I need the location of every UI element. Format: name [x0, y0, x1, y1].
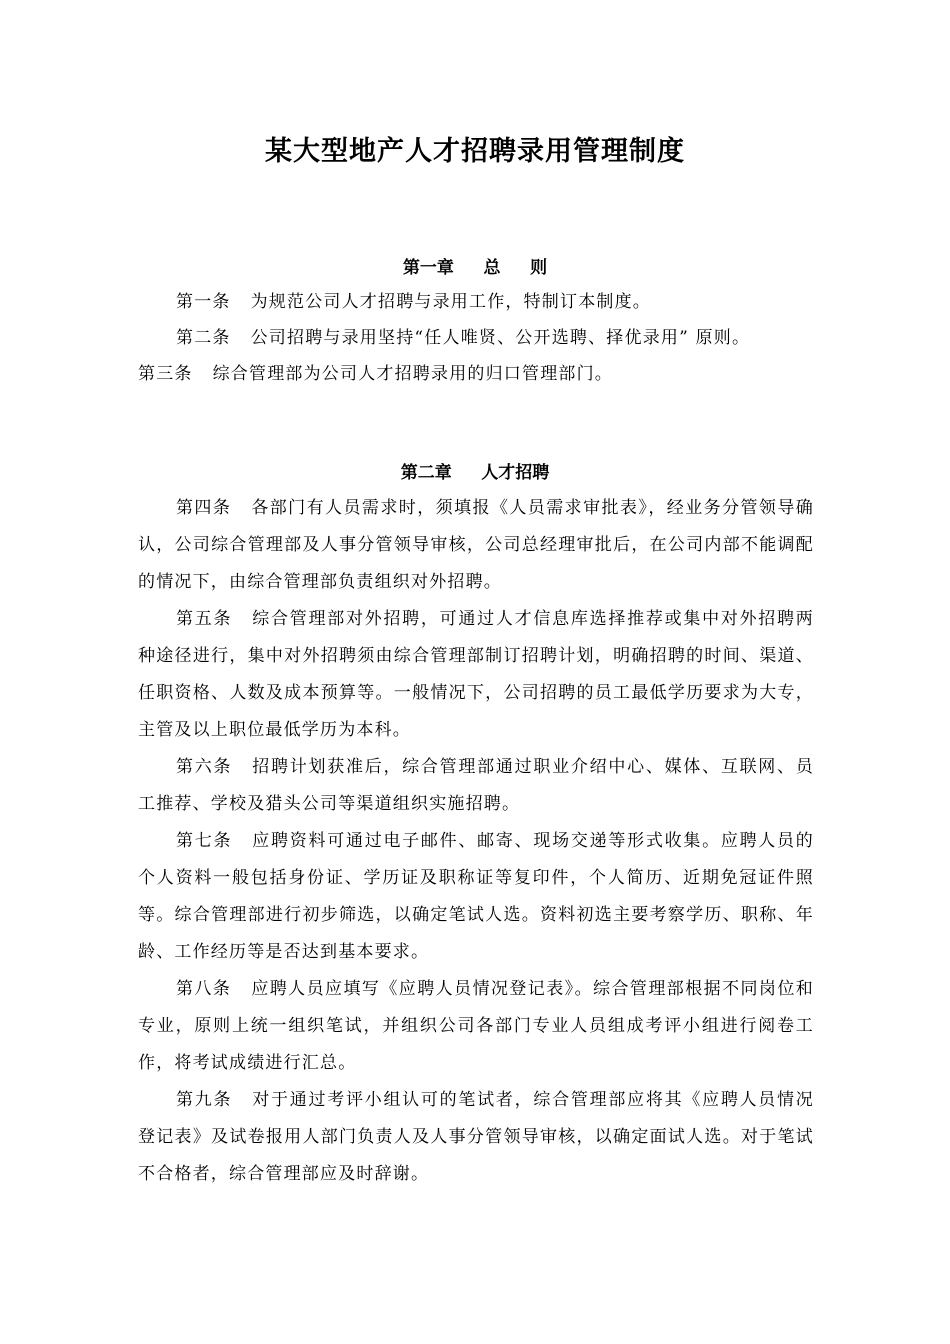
- article-text: 应聘人员应填写《应聘人员情况登记表》。综合管理部根据不同岗位和专业，原则上统一组织笔试，并组织公司各部门专业人员组成考评小组进行阅卷工作，将考试成绩进行汇总。: [138, 979, 814, 1073]
- chapter-heading: 第一章 总 则: [402, 258, 548, 278]
- article-text: 应聘资料可通过电子邮件、邮寄、现场交递等形式收集。应聘人员的个人资料一般包括身份证、学历证及职称证等复印件，个人简历、近期免冠证件照等。综合管理部进行初步筛选，以确定笔试人选。资料初选主要考察学历、职称、年龄、工作经历等是否达到基本要求。: [138, 831, 814, 962]
- chapter-heading: 第二章 人才招聘: [400, 463, 550, 483]
- article-number: 第四条: [176, 498, 232, 518]
- document-title: 某大型地产人才招聘录用管理制度: [265, 136, 685, 167]
- article-paragraph: [138, 749, 814, 823]
- article-number: 第七条: [176, 831, 233, 851]
- article-paragraph: [138, 490, 814, 601]
- article-paragraph: [138, 823, 814, 971]
- article-text: 公司招聘与录用坚持“任人唯贤、公开选聘、择优录用” 原则。: [250, 328, 751, 348]
- article-number: 第六条: [176, 757, 233, 777]
- article-text: 综合管理部为公司人才招聘录用的归口管理部门。: [212, 364, 614, 384]
- article-paragraph: [138, 356, 814, 393]
- article-number: 第八条: [176, 979, 232, 999]
- article-text: 各部门有人员需求时，须填报《人员需求审批表》，经业务分管领导确认，公司综合管理部及人事分管领导审核，公司总经理审批后，在公司内部不能调配的情况下，由综合管理部负责组织对外招聘。: [138, 498, 814, 592]
- article-number: 第三条: [138, 364, 193, 384]
- article-paragraph: [138, 1082, 814, 1193]
- article-number: 第五条: [176, 609, 233, 629]
- article-paragraph: [138, 284, 814, 321]
- article-text: 招聘计划获准后，综合管理部通过职业介绍中心、媒体、互联网、员工推荐、学校及猎头公司等渠道组织实施招聘。: [138, 757, 814, 814]
- article-number: 第二条: [176, 328, 231, 348]
- article-paragraph: [138, 320, 828, 357]
- article-text: 为规范公司人才招聘与录用工作，特制订本制度。: [250, 292, 652, 312]
- article-paragraph: [138, 971, 814, 1082]
- article-number: 第九条: [176, 1090, 233, 1110]
- article-text: 综合管理部对外招聘，可通过人才信息库选择推荐或集中对外招聘两种途径进行，集中对外招聘须由综合管理部制订招聘计划，明确招聘的时间、渠道、任职资格、人数及成本预算等。一般情况下，公司招聘的员工最低学历要求为大专，主管及以上职位最低学历为本科。: [138, 609, 814, 740]
- article-paragraph: [138, 601, 814, 749]
- article-number: 第一条: [176, 292, 231, 312]
- article-text: 对于通过考评小组认可的笔试者，综合管理部应将其《应聘人员情况登记表》及试卷报用人部门负责人及人事分管领导审核，以确定面试人选。对于笔试不合格者，综合管理部应及时辞谢。: [138, 1090, 814, 1184]
